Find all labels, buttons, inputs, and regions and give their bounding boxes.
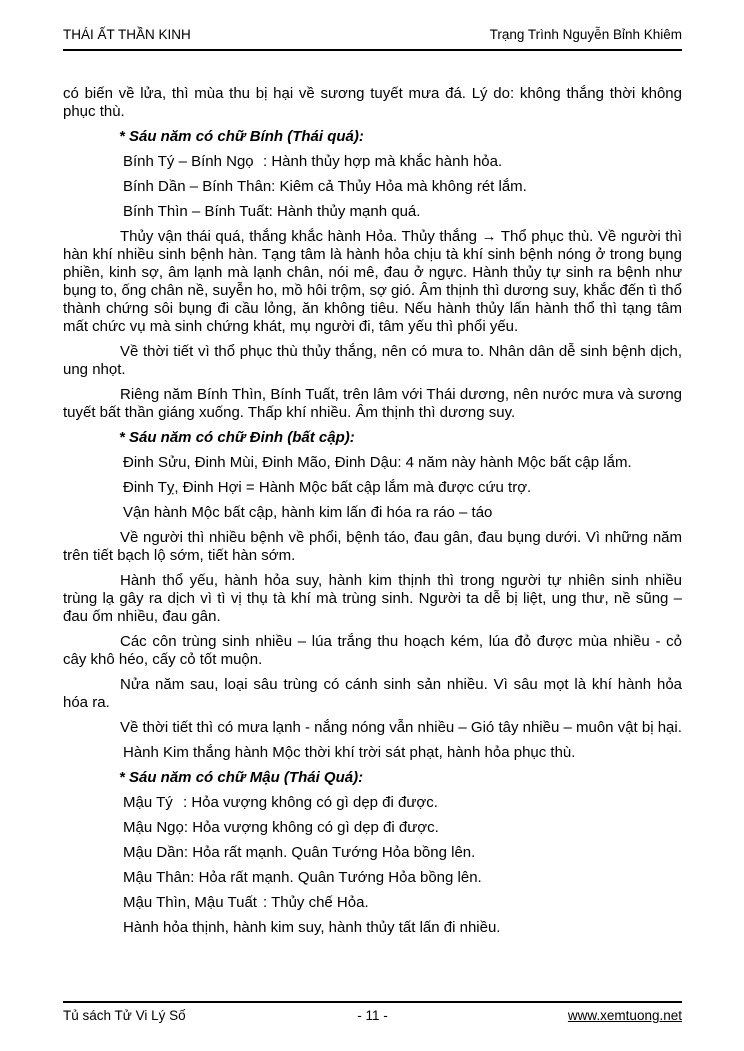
term-text: : Hỏa rất mạnh. Quân Tướng Hỏa bồng lên. [183, 844, 476, 861]
paragraph: Riêng năm Bính Thìn, Bính Tuất, trên lâm với Thái dương, nên nước mưa và sương tuyết bất thần giáng xuống. Thấp khí nhiều. Âm thịnh thì dương suy. [63, 386, 682, 421]
footer-link-wrap [476, 1008, 682, 1023]
text-line: Đinh Tỵ, Đinh Hợi = Hành Mộc bất cập lắm mà được cứu trợ. [123, 479, 532, 496]
term-label: Bính Dần – Bính Thân [123, 178, 272, 195]
term-item [63, 794, 682, 812]
term-item [63, 178, 682, 196]
series-title: Tủ sách Tử Vi Lý Số [63, 1008, 186, 1023]
section-heading-dinh: * Sáu năm có chữ Đinh (bất cập): [119, 429, 355, 446]
term-text: : Hỏa vượng không có gì dẹp đi được. [183, 794, 438, 811]
paragraph: Về thời tiết vì thổ phục thù thủy thắng, nên có mưa to. Nhân dân dễ sinh bệnh dịch, ung nhọt. [63, 343, 682, 378]
term-text: : Hỏa vượng không có gì dẹp đi được. [183, 819, 439, 836]
term-item [63, 819, 682, 837]
term-text: : Thủy chế Hỏa. [263, 894, 369, 911]
section-heading-binh: * Sáu năm có chữ Bính (Thái quá): [119, 128, 364, 145]
term-item [63, 153, 682, 171]
term-item [63, 844, 682, 862]
paragraph: có biến về lửa, thì mùa thu bị hại về sương tuyết mưa đá. Lý do: không thắng thời không phục thù. [63, 85, 682, 120]
text-line: Vận hành Mộc bất cập, hành kim lấn đi hóa ra ráo – táo [123, 504, 493, 521]
term-text: : Hành thủy hợp mà khắc hành hỏa. [263, 153, 503, 170]
term-text: : Kiêm cả Thủy Hỏa mà không rét lắm. [271, 178, 527, 195]
term-label: Bính Tý – Bính Ngọ [123, 153, 254, 170]
paragraph: Về thời tiết thì có mưa lạnh - nắng nóng vẫn nhiều – Gió tây nhiều – muôn vật bị hại. [120, 719, 682, 736]
paragraph: Nửa năm sau, loại sâu trùng có cánh sinh sản nhiều. Vì sâu mọt là khí hành hỏa hóa ra. [63, 676, 682, 711]
page-content [63, 85, 682, 944]
page-number: - 11 - [357, 1008, 388, 1023]
paragraph: Các côn trùng sinh nhiều – lúa trắng thu hoạch kém, lúa đỏ được mùa nhiều - cỏ cây khô héo, cấy cỏ tốt muộn. [63, 633, 682, 668]
term-label: Mậu Thìn, Mậu Tuất [123, 894, 257, 911]
term-text: : Hành thủy mạnh quá. [268, 203, 421, 220]
term-label: Mậu Thân [123, 869, 191, 886]
paragraph: Hành thổ yếu, hành hỏa suy, hành kim thịnh thì trong người tự nhiên sinh nhiều trùng lạ gây ra dịch vì tì vị thụ tà khí mà trùng sinh. Người ta dễ bị liệt, ung thư, nề sũng – đau ốm nhiều, đau gân. [63, 572, 682, 625]
term-item [63, 869, 682, 887]
author-name: Trạng Trình Nguyễn Bỉnh Khiêm [489, 27, 682, 42]
term-item [63, 203, 682, 221]
text-line: Hành Kim thắng hành Mộc thời khí trời sát phạt, hành hỏa phục thù. [123, 744, 576, 761]
term-label: Bính Thìn – Bính Tuất [123, 203, 269, 220]
text-line: Hành hỏa thịnh, hành kim suy, hành thủy tất lấn đi nhiều. [123, 919, 501, 936]
website-link[interactable]: www.xemtuong.net [567, 1008, 682, 1023]
term-label: Mậu Tý [123, 794, 173, 811]
term-text: : Hỏa rất mạnh. Quân Tướng Hỏa bồng lên. [190, 869, 482, 886]
term-label: Mậu Ngọ [123, 819, 184, 836]
book-title: THÁI ẤT THẦN KINH [63, 27, 191, 42]
paragraph: Về người thì nhiều bệnh về phổi, bệnh táo, đau gân, đau bụng dưới. Vì những năm trên tiết bạch lộ sớm, tiết hàn sớm. [63, 529, 682, 564]
section-heading-mau: * Sáu năm có chữ Mậu (Thái Quá): [119, 769, 364, 786]
text-line: Đinh Sửu, Đinh Mùi, Đinh Mão, Đinh Dậu: 4 năm này hành Mộc bất cập lắm. [123, 454, 632, 471]
term-label: Mậu Dần [123, 844, 184, 861]
page-footer [63, 1001, 682, 1023]
paragraph: Thủy vận thái quá, thắng khắc hành Hỏa. Thủy thắng → Thổ phục thù. Về người thì hàn khí nhiều sinh bệnh hàn. Tạng tâm là hành hỏa chịu tà khí sinh bệnh nóng ở trong bụng phiền, kinh sợ, âm lạnh mà lạnh chân, nói mê, đau ở ngực. Hành thủy tự sinh ra bệnh như bụng to, ống chân nề, suyễn ho, mồ hôi trộm, sợ gió. Âm thịnh thì dương suy, khắc đến tì thổ thành chứng sôi bụng đi cầu lỏng, ăn không tiêu. Nếu hành thủy lấn hành thổ thì tạng tâm mất chức vụ mà sinh chứng khát, mụ người đi, tâm yếu thì phổi yếu. [63, 228, 682, 335]
term-item [63, 894, 682, 912]
page-header [63, 27, 682, 51]
